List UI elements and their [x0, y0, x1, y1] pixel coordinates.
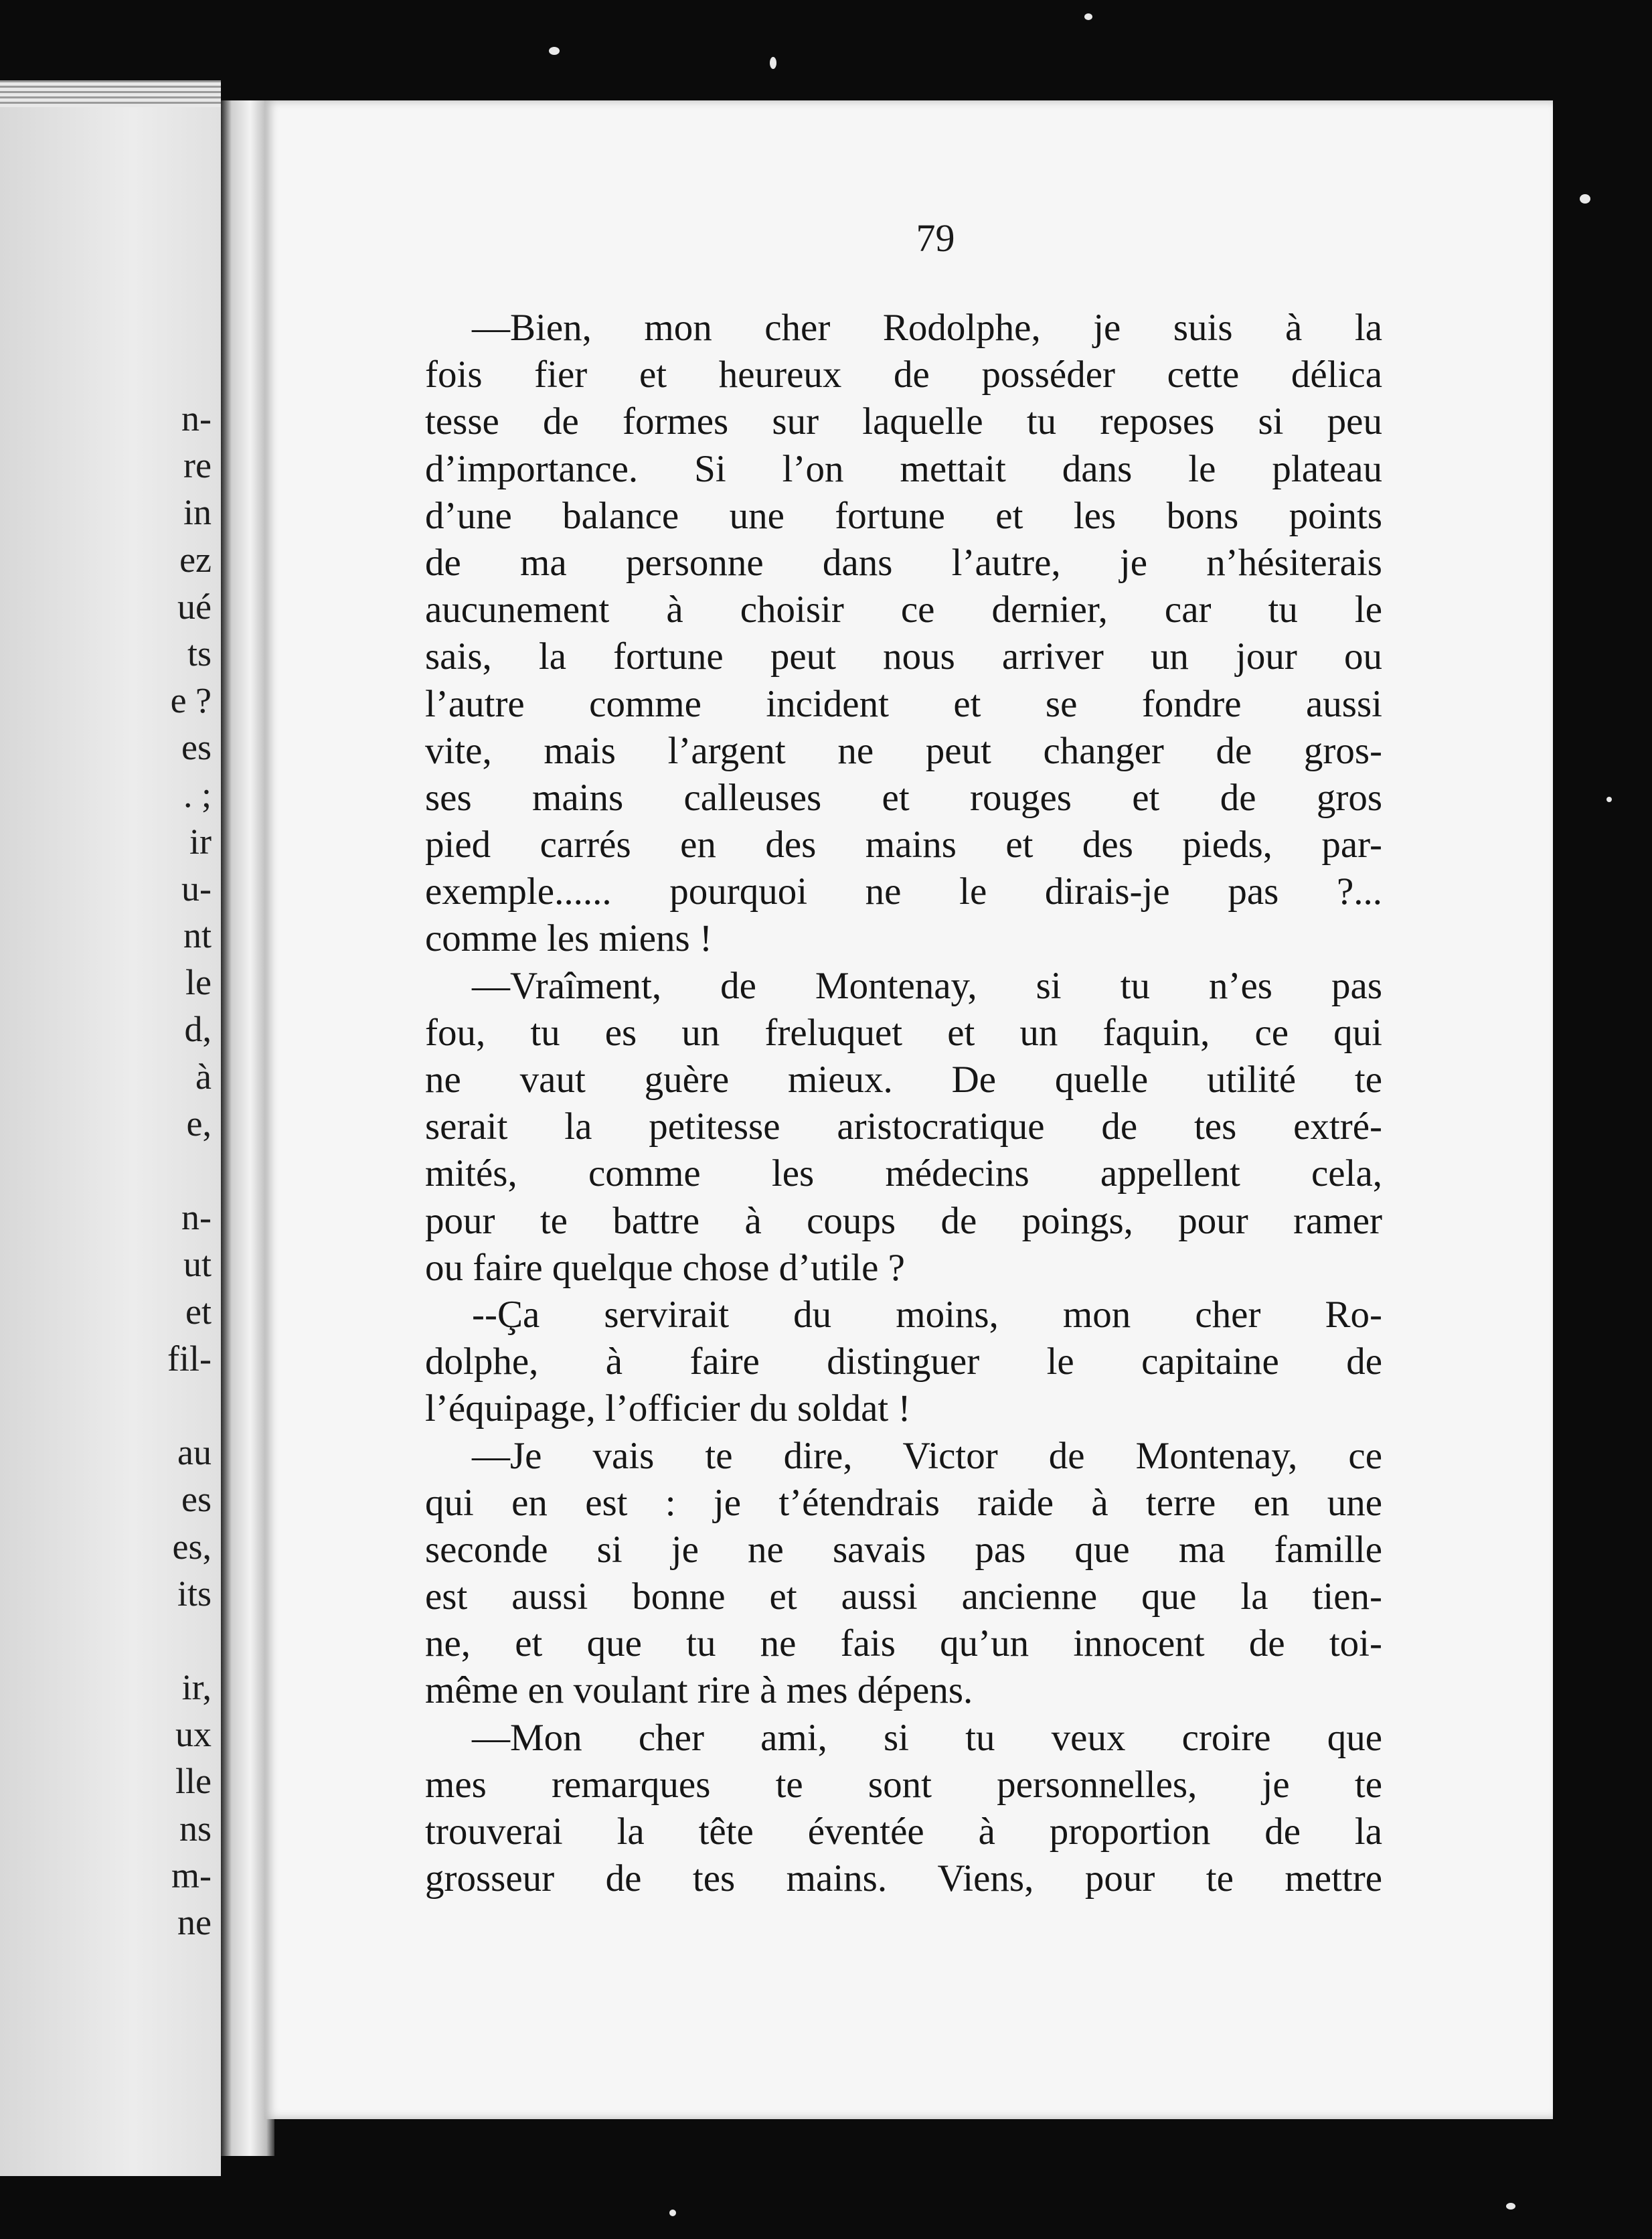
facing-page-line: et [185, 1291, 212, 1332]
facing-page-line: ez [179, 539, 212, 580]
facing-page-line: ut [183, 1244, 212, 1285]
text-line: vite, mais l’argent ne peut changer de gros- [425, 729, 1382, 772]
text-line: ou faire quelque chose d’utile ? [425, 1246, 905, 1289]
text-line: tesse de formes sur laquelle tu reposes si peu [425, 400, 1382, 443]
facing-page-line: ir [189, 821, 212, 862]
facing-page-line: au [177, 1432, 212, 1473]
text-line: seconde si je ne savais pas que ma famille [425, 1528, 1382, 1571]
text-line: dolphe, à faire distinguer le capitaine de [425, 1340, 1382, 1383]
facing-page-line: nt [183, 915, 212, 956]
text-line: sais, la fortune peut nous arriver un jour ou [425, 635, 1382, 678]
facing-page-line: es, [172, 1526, 212, 1567]
facing-page-line: lle [175, 1761, 212, 1802]
text-line: comme les miens ! [425, 917, 712, 960]
facing-page-line: d, [184, 1009, 212, 1050]
facing-page-line: ux [175, 1714, 212, 1755]
facing-page-line: its [177, 1573, 212, 1614]
facing-page-line: ts [187, 633, 212, 674]
facing-page-edge [0, 80, 221, 2176]
facing-page-line: ir, [181, 1667, 212, 1708]
text-line: l’équipage, l’officier du soldat ! [425, 1387, 911, 1430]
scan-dust [1084, 13, 1092, 20]
facing-page-line: n- [181, 1197, 212, 1238]
text-line: est aussi bonne et aussi ancienne que la tien- [425, 1575, 1382, 1618]
book-page [264, 100, 1553, 2119]
text-line: pied carrés en des mains et des pieds, par- [425, 824, 1382, 866]
text-line: l’autre comme incident et se fondre aussi [425, 682, 1382, 725]
scan-dust [1580, 194, 1590, 204]
text-line: —Bien, mon cher Rodolphe, je suis à la [472, 307, 1382, 349]
facing-page-line: le [185, 962, 212, 1003]
facing-page-line: fil- [167, 1338, 212, 1379]
text-line: ne vaut guère mieux. De quelle utilité te [425, 1059, 1382, 1101]
text-line: d’importance. Si l’on mettait dans le plateau [425, 447, 1382, 490]
facing-page-text [131, 395, 212, 1946]
facing-page-line: e, [186, 1103, 212, 1144]
facing-page-line [131, 1382, 212, 1429]
scan-dust [1506, 2203, 1515, 2210]
text-line: —Mon cher ami, si tu veux croire que [472, 1716, 1382, 1759]
text-line: exemple...... pourquoi ne le dirais-je pas ?... [425, 870, 1382, 913]
page-body-text [425, 305, 1382, 1902]
page-number: 79 [916, 216, 955, 260]
text-line: serait la petitesse aristocratique de tes extré- [425, 1105, 1382, 1148]
scan-dust [1606, 797, 1612, 802]
text-line: pour te battre à coups de poings, pour ramer [425, 1199, 1382, 1242]
facing-page-line: à [195, 1056, 212, 1097]
facing-page-line: ué [177, 586, 212, 627]
facing-page-line: re [183, 445, 212, 486]
text-line: qui en est : je t’étendrais raide à terre en une [425, 1481, 1382, 1524]
scan-dust [549, 47, 560, 55]
text-line: de ma personne dans l’autre, je n’hésiterais [425, 541, 1382, 584]
facing-page-line [131, 1147, 212, 1194]
text-line: aucunement à choisir ce dernier, car tu le [425, 589, 1382, 631]
scan-dust [669, 2210, 676, 2216]
facing-page-line: n- [181, 398, 212, 439]
facing-page-line: es [181, 727, 212, 768]
facing-page-line: es [181, 1479, 212, 1520]
scan-dust [770, 57, 776, 69]
text-line: fois fier et heureux de posséder cette délica [425, 354, 1382, 396]
text-line: —Je vais te dire, Victor de Montenay, ce [472, 1434, 1382, 1477]
text-line: d’une balance une fortune et les bons points [425, 494, 1382, 537]
facing-page-line: . ; [183, 774, 212, 815]
page-stack-edge [0, 80, 221, 107]
facing-page-line: u- [181, 868, 212, 909]
text-line: --Ça servirait du moins, mon cher Ro- [472, 1293, 1382, 1336]
facing-page-line: m- [171, 1855, 212, 1896]
text-line: grosseur de tes mains. Viens, pour te mettre [425, 1857, 1382, 1900]
text-line: même en voulant rire à mes dépens. [425, 1669, 973, 1712]
text-line: trouverai la tête éventée à proportion de la [425, 1810, 1382, 1853]
text-line: mités, comme les médecins appellent cela, [425, 1152, 1382, 1195]
text-line: —Vraîment, de Montenay, si tu n’es pas [472, 964, 1382, 1007]
text-line: fou, tu es un freluquet et un faquin, ce qui [425, 1011, 1382, 1054]
text-line: mes remarques te sont personnelles, je te [425, 1763, 1382, 1806]
text-line: ses mains calleuses et rouges et de gros [425, 776, 1382, 819]
facing-page-line: in [183, 492, 212, 533]
facing-page-line: ns [179, 1808, 212, 1849]
facing-page-line: e ? [170, 680, 212, 721]
facing-page-line [131, 1617, 212, 1664]
facing-page-line: ne [177, 1902, 212, 1942]
text-line: ne, et que tu ne fais qu’un innocent de toi- [425, 1622, 1382, 1665]
